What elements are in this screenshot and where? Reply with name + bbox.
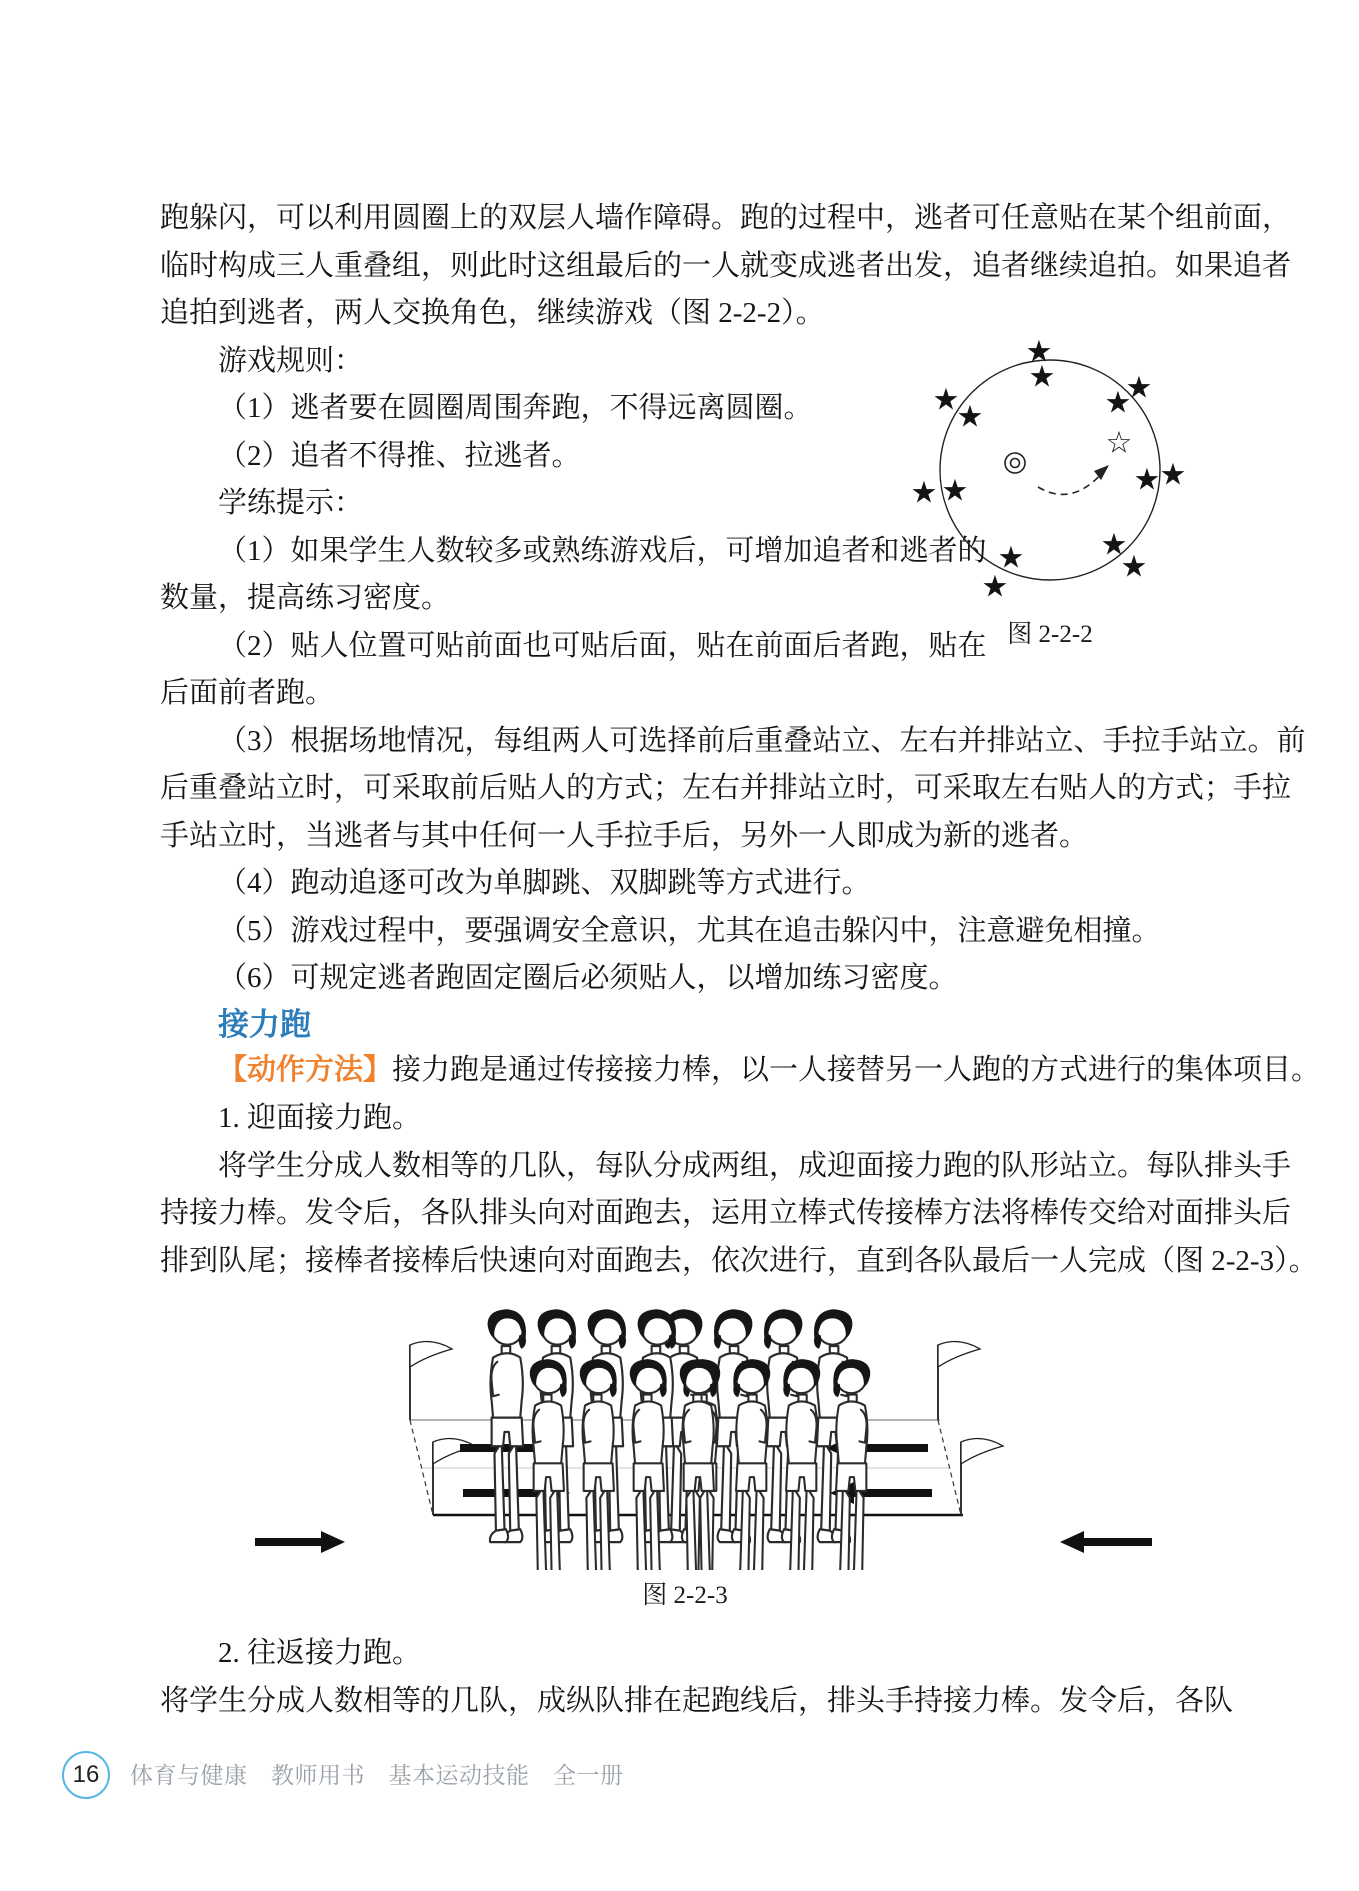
filled-star-icon: ★	[1125, 370, 1153, 406]
text-line: （4）跑动追逐可改为单脚跳、双脚跳等方式进行。	[218, 867, 871, 899]
text-line: （1）逃者要在圆圈周围奔跑，不得远离圆圈。	[218, 392, 813, 424]
text-line: 手站立时，当逃者与其中任何一人手拉手后，另外一人即成为新的逃者。	[160, 820, 1089, 852]
flag-icon	[938, 1342, 980, 1367]
filled-star-icon: ★	[1133, 462, 1161, 498]
text-line: （2）追者不得推、拉逃者。	[218, 440, 581, 472]
method-tag: 【动作方法】	[218, 1054, 393, 1086]
filled-star-icon: ★	[956, 399, 984, 435]
filled-star-icon: ★	[1025, 334, 1053, 370]
text-line: （2）贴人位置可贴前面也可贴后面，贴在前面后者跑，贴在	[218, 630, 987, 662]
text-line: 2. 往返接力跑。	[218, 1637, 422, 1669]
text-line: 数量，提高练习密度。	[160, 582, 451, 614]
run-path-arrow	[1038, 473, 1102, 494]
method-line	[218, 1053, 1320, 1088]
text-line-practice-tips-label: 学练提示：	[218, 487, 364, 519]
filled-star-icon: ★	[941, 473, 969, 509]
flag-icon	[410, 1342, 452, 1367]
page-number: 16	[72, 1761, 100, 1788]
figure-2-2-2-caption: 图 2-2-2	[1007, 621, 1093, 648]
text-line: （3）根据场地情况，每组两人可选择前后重叠站立、左右并排站立、手拉手站立。前	[218, 725, 1306, 757]
method-text: 接力跑是通过传接接力棒，以一人接替另一人跑的方式进行的集体项目。	[392, 1054, 1321, 1086]
filled-star-icon: ★	[981, 569, 1009, 605]
filled-star-icon: ★	[1159, 457, 1187, 493]
text-line: 后重叠站立时，可采取前后贴人的方式；左右并排站立时，可采取左右贴人的方式；手拉	[160, 772, 1292, 804]
text-line-game-rules-label: 游戏规则：	[218, 345, 364, 377]
text-line: 临时构成三人重叠组，则此时这组最后的一人就变成逃者出发，追者继续追拍。如果追者	[160, 250, 1292, 282]
filled-star-icon: ★	[932, 382, 960, 418]
run-path-arrowhead	[1094, 465, 1109, 480]
double-circle-marker	[1005, 453, 1025, 473]
filled-star-icon: ★	[1120, 549, 1148, 585]
filled-star-icon: ★	[1028, 359, 1056, 395]
text-line: 持接力棒。发令后，各队排头向对面跑去，运用立棒式传接棒方法将棒传交给对面排头后	[160, 1197, 1292, 1229]
text-line: 跑躲闪，可以利用圆圈上的双层人墙作障碍。跑的过程中，逃者可任意贴在某个组前面，	[160, 202, 1292, 234]
section-heading-relay-run: 接力跑	[218, 1007, 311, 1042]
text-line: （1）如果学生人数较多或熟练游戏后，可增加追者和逃者的	[218, 535, 987, 567]
text-line: （6）可规定逃者跑固定圈后必须贴人，以增加练习密度。	[218, 962, 958, 994]
filled-star-icon: ★	[1100, 527, 1128, 563]
text-line: 将学生分成人数相等的几队，成纵队排在起跑线后，排头手持接力棒。发令后，各队	[160, 1685, 1234, 1717]
text-line: （5）游戏过程中，要强调安全意识，尤其在追击躲闪中，注意避免相撞。	[218, 915, 1161, 947]
filled-star-icon: ★	[1104, 385, 1132, 421]
text-line: 将学生分成人数相等的几队，每队分成两组，成迎面接力跑的队形站立。每队排头手	[218, 1150, 1292, 1182]
figure-2-2-3-caption: 图 2-2-3	[642, 1582, 728, 1609]
arrow-left-icon	[1060, 1531, 1152, 1553]
filled-star-icon: ★	[910, 475, 938, 511]
arrow-right-icon	[255, 1531, 345, 1553]
filled-star-icon: ★	[997, 540, 1025, 576]
person-figure	[489, 1310, 525, 1542]
footer-book-title: 体育与健康 教师用书 基本运动技能 全一册	[130, 1762, 624, 1788]
page-number-badge	[62, 1751, 110, 1799]
circle-game-diagram	[880, 325, 1210, 615]
text-line: 排到队尾；接棒者接棒后快速向对面跑去，依次进行，直到各队最后一人完成（图 2-2-3）。	[160, 1245, 1318, 1277]
open-star-icon: ☆	[1105, 425, 1133, 461]
text-line: 1. 迎面接力跑。	[218, 1102, 422, 1134]
relay-race-diagram	[150, 1290, 1240, 1570]
flag-icon	[961, 1439, 1003, 1464]
text-line: 追拍到逃者，两人交换角色，继续游戏（图 2-2-2）。	[160, 297, 825, 329]
text-line: 后面前者跑。	[160, 677, 335, 709]
